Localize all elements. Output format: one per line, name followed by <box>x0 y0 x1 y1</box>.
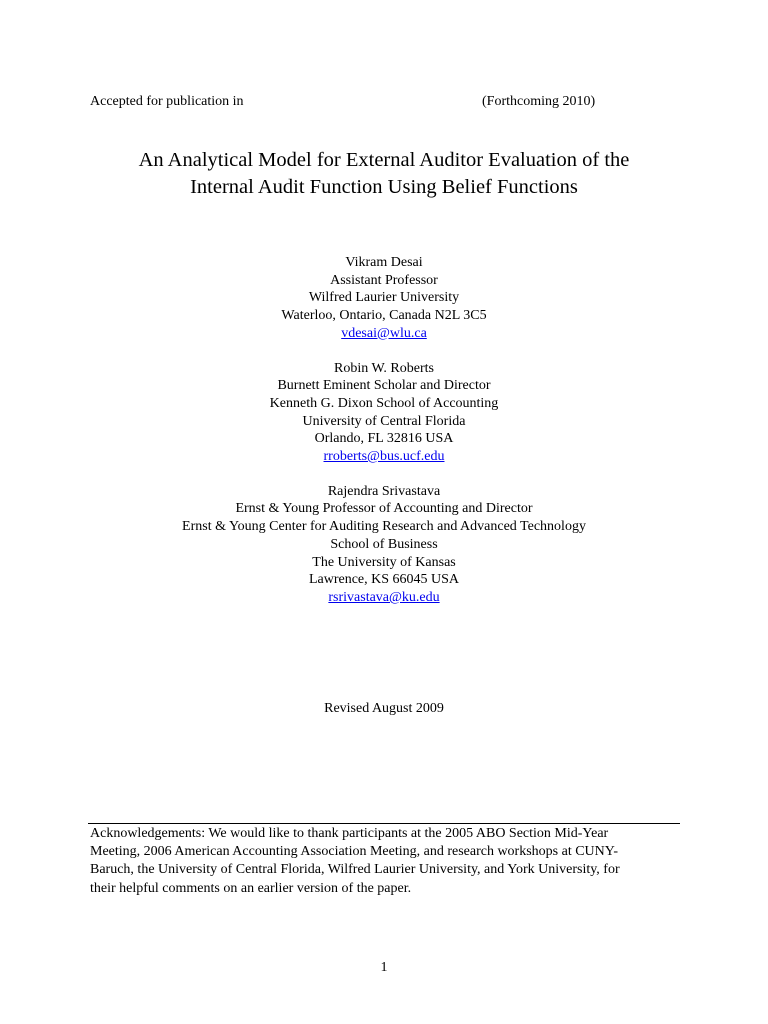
author-name: Vikram Desai <box>345 255 423 270</box>
footnote-line: Baruch, the University of Central Florida, Wilfred Laurier University, and York University, for <box>90 862 620 878</box>
author-center: Ernst & Young Center for Auditing Research and Advanced Technology <box>182 519 586 535</box>
acknowledgements-footnote <box>90 825 682 898</box>
author-name: Rajendra Srivastava <box>327 483 441 499</box>
forthcoming-note: (Forthcoming 2010) <box>482 94 596 109</box>
author-block-roberts <box>0 360 768 466</box>
footnote-line: Acknowledgements: We would like to thank participants at the 2005 ABO Section Mid-Year <box>90 826 609 841</box>
footnote-line: Meeting, 2006 American Accounting Association Meeting, and research workshops at CUNY- <box>90 844 619 860</box>
author-email-link[interactable]: vdesai@wlu.ca <box>341 325 427 341</box>
author-list <box>0 254 768 624</box>
paper-title <box>0 147 768 201</box>
footnote-line: their helpful comments on an earlier version of the paper. <box>90 880 412 896</box>
author-address: Orlando, FL 32816 USA <box>314 431 454 447</box>
author-affiliation: The University of Kansas <box>312 554 456 570</box>
publication-status: Accepted for publication in <box>90 94 244 109</box>
author-address: Lawrence, KS 66045 USA <box>308 572 460 588</box>
paper-title-line-2: Internal Audit Function Using Belief Functions <box>190 176 578 198</box>
author-email-link[interactable]: rsrivastava@ku.edu <box>328 589 440 605</box>
author-email-link[interactable]: rroberts@bus.ucf.edu <box>323 449 445 465</box>
page-number: 1 <box>380 960 388 975</box>
author-name: Robin W. Roberts <box>334 360 434 376</box>
author-title: Ernst & Young Professor of Accounting and Director <box>235 501 533 517</box>
paper-title-line-1: An Analytical Model for External Auditor Evaluation of the <box>138 149 630 171</box>
author-department: School of Business <box>330 536 438 552</box>
author-department: Kenneth G. Dixon School of Accounting <box>269 395 499 411</box>
footnote-divider <box>88 823 680 824</box>
revision-date: Revised August 2009 <box>324 701 444 716</box>
author-affiliation: University of Central Florida <box>302 413 466 429</box>
author-title: Assistant Professor <box>330 272 438 288</box>
author-title: Burnett Eminent Scholar and Director <box>277 378 491 394</box>
author-affiliation: Wilfred Laurier University <box>308 290 460 306</box>
author-block-srivastava <box>0 483 768 607</box>
author-address: Waterloo, Ontario, Canada N2L 3C5 <box>281 308 487 324</box>
author-block-desai <box>0 254 768 343</box>
